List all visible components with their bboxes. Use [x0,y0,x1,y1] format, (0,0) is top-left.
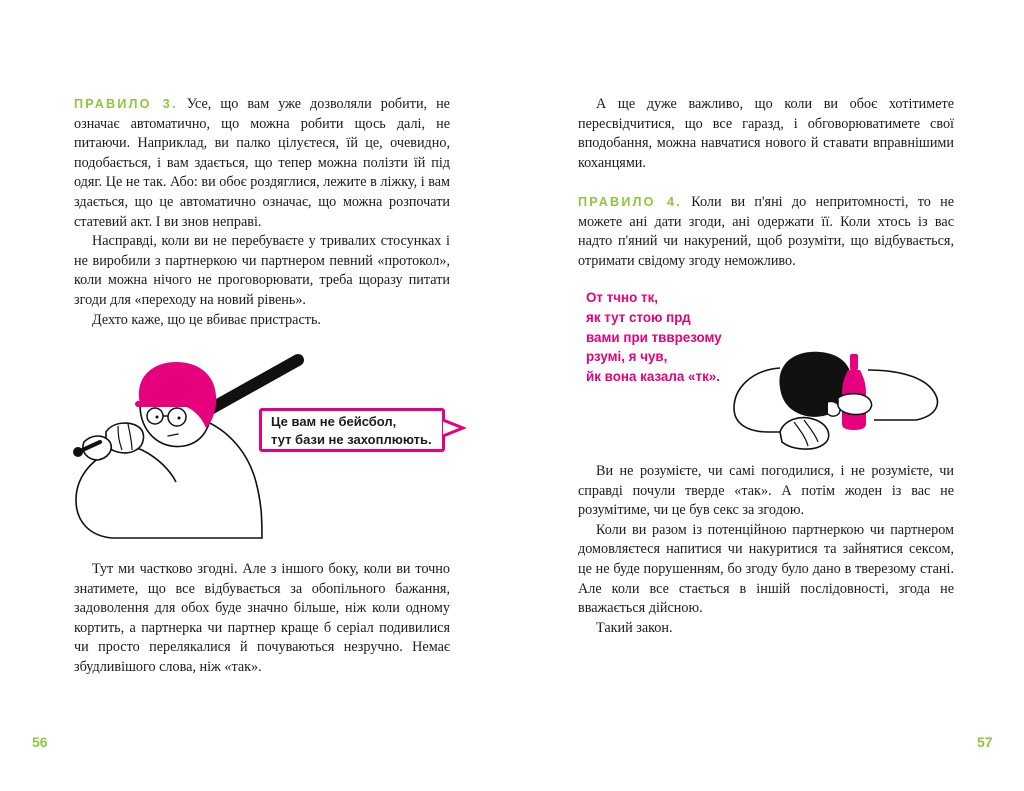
rule3-label: ПРАВИЛО 3. [74,97,178,111]
quote-line-4: рзумі, я чув, [586,349,668,365]
right-text-bottom [578,462,954,638]
speech-bubble [259,408,445,452]
left-paragraph-2: Насправді, коли ви не перебуваєте у тривалих стосунках і не виробили з партнеркою чи партнером певний «протокол», коли можна нічого не проговорювати, треба щоразу питати згоди для «переходу на новий рівень». [74,233,450,308]
right-text-top [578,95,954,271]
drunk-person-with-bottle-illustration [720,340,960,460]
quote-line-2: як тут стою прд [586,309,691,325]
speech-bubble-tail-icon [443,418,467,440]
right-paragraph-4: Такий закон. [596,619,673,636]
rule3-text: Усе, що вам уже дозволяли робити, не означає автоматично, що можна робити щось далі, не питаючи. Наприклад, ви палко цілуєтеся, їй це, очевидно, подобається, і вам здається, що тепер можна полізти їй під одяг. Це не так. Або: ви обоє роздяглися, лежите в ліжку, і вам здається, що це автоматично означає, що можна розпочати статевий акт. І ви знов неправі. [74,96,450,230]
baseball-player-illustration [0,0,512,560]
bubble-line-2: тут бази не захоплюють. [271,432,432,447]
bubble-line-1: Це вам не бейсбол, [271,414,397,429]
left-paragraph-3: Дехто каже, що це вбиває пристрасть. [92,311,321,328]
rule4-paragraph [578,193,954,271]
page-number-left: 56 [32,734,48,750]
right-paragraph-1: А ще дуже важливо, що коли ви обоє хотітимете пересвідчитися, що все гаразд, і обговорюватимете свої вподобання, можна навчатися нового й ставати вправнішими коханцями. [578,96,954,171]
left-text-bottom [74,560,450,678]
right-paragraph-3: Коли ви разом із потенційною партнеркою чи партнером домовляєтеся напитися чи накуритися та зайнятися сексом, це не буде порушенням, бо згоду було дано в тверезому стані. Але коли все стається в іншій послідовності, згода не вважається дійсною. [578,521,954,617]
left-paragraph-4: Тут ми частково згодні. Але з іншого боку, коли ви точно знатимете, що все відбувається за обопільного бажання, задоволення для обох буде значно більше, ніж коли одному кортить, а партнерка чи партнер краще б серіал подивилися чи просто перелякалися й почуваються незручно. Немає збудливішого слова, ніж «так». [74,561,450,675]
page-number-right: 57 [977,734,993,750]
right-paragraph-2: Ви не розумієте, чи самі погодилися, і не розумієте, чи справді почули тверде «так». А потім жоден із вас не розумітиме, чи це був секс за згодою. [578,463,954,519]
quote-line-1: От тчно тк, [586,290,658,305]
rule4-label: ПРАВИЛО 4. [578,194,682,209]
quote-line-3: вами при твврезому [586,329,722,345]
rule4-text: Коли ви п'яні до непритомності, то не можете ані дати згоди, ані одержати її. Коли хтось із вас надто п'яний чи накурений, щоб розуміти, що відбувається, отримати свідому згоду неможливо. [578,193,955,269]
quote-line-5: йк вона казала «тк». [586,369,720,385]
